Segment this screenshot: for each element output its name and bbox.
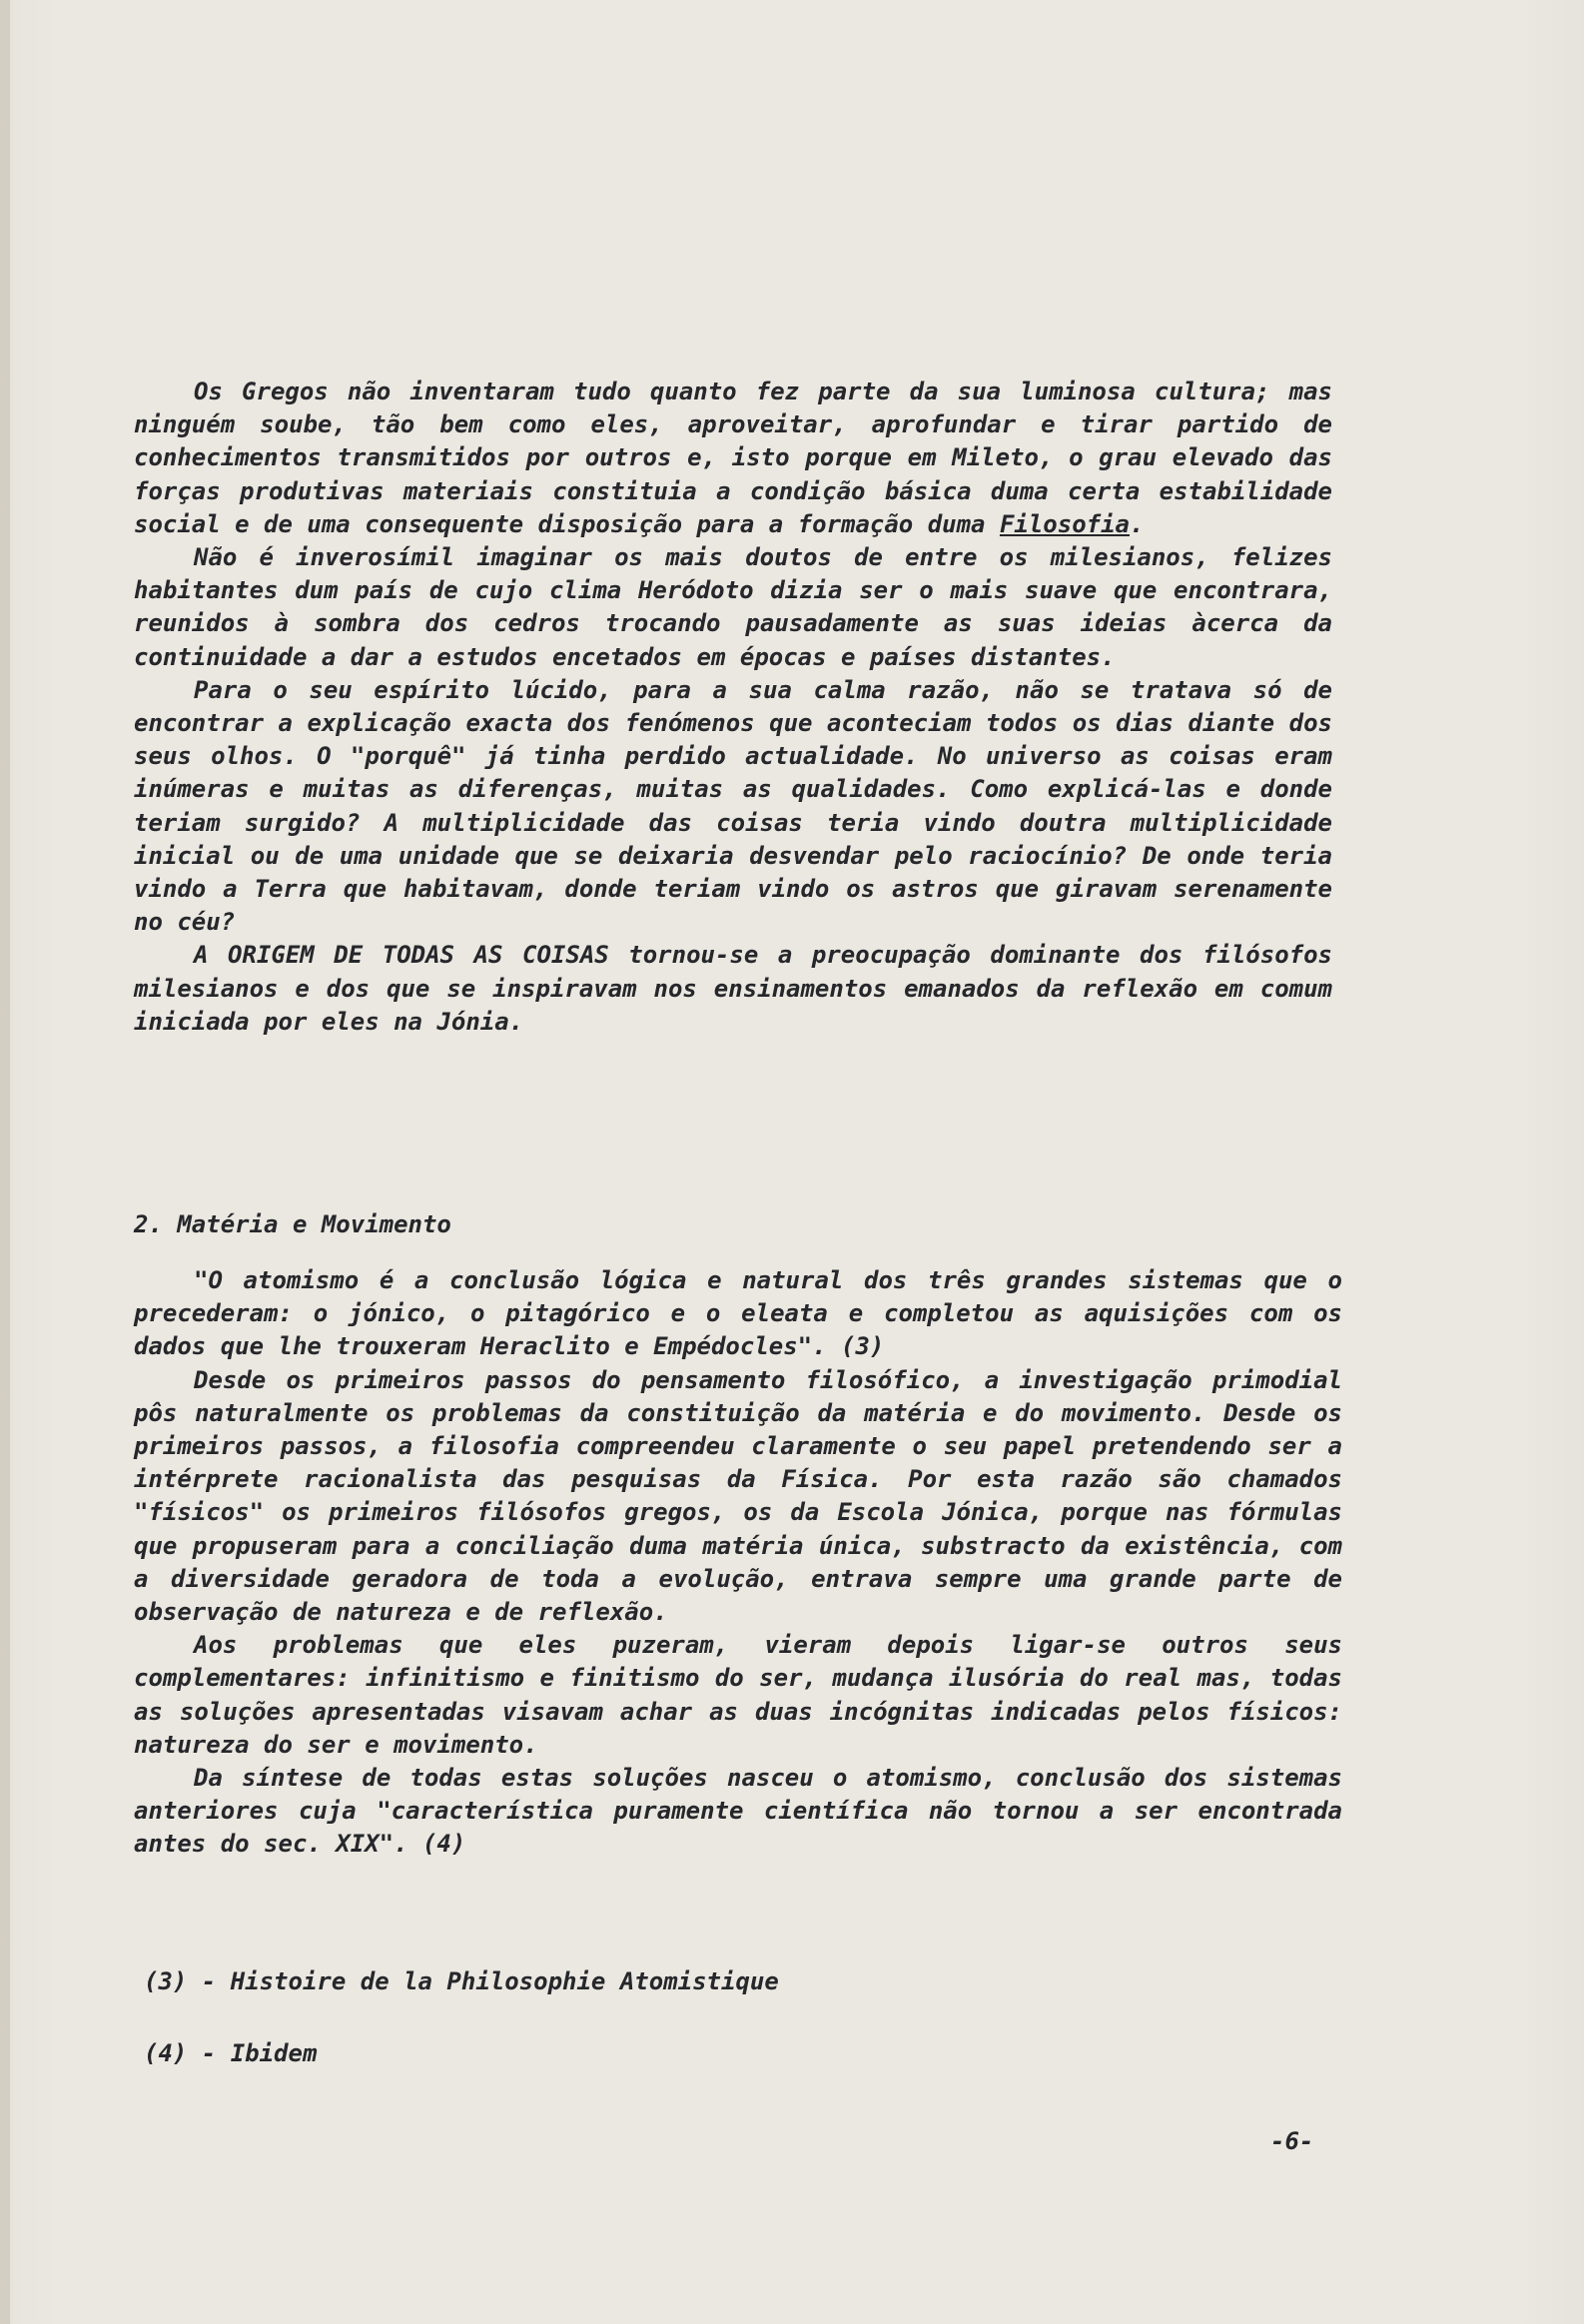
section-2-text (134, 1264, 1342, 1862)
filosofia-underlined-word: Filosofia (999, 509, 1130, 538)
paragraph-3: Para o seu espírito lúcido, para a sua calma razão, não se tratava só de encontrar a explicação exacta dos fenómenos que aconteciam todos os dias diante dos seus olhos. O "porquê" já tinha perdido actualidade. No universo as coisas eram inúmeras e muitas as diferenças, muitas as qualidades. Como explicá-las e donde teriam surgido? A multiplicidade das coisas teria vindo doutra multiplicidade inicial ou de uma unidade que se deixaria desvendar pelo raciocínio? De onde teria vindo a Terra que habitavam, donde teriam vindo os astros que giravam serenamente no céu? (134, 675, 1332, 937)
section-heading: 2. Matéria e Movimento (134, 1210, 451, 1238)
paragraph-1-end: . (1130, 509, 1145, 538)
paragraph-1-text: Os Gregos não inventaram tudo quanto fez parte da sua luminosa cultura; mas ninguém soube, tão bem como eles, aproveitar, aprofundar e tirar partido de conhecimentos transmitidos por outros e, isto porque em Mileto, o grau elevado das forças produtivas materiais constituia a condição básica duma certa estabilidade social e de uma consequente disposição para a formação duma (134, 378, 1332, 538)
quote-paragraph: "O atomismo é a conclusão lógica e natural dos três grandes sistemas que o precederam: o jónico, o pitagórico e o eleata e completou as aquisições com os dados que lhe trouxeram Heraclito e Empédocles". (3) (134, 1266, 1342, 1361)
paragraph-5: Desde os primeiros passos do pensamento filosófico, a investigação primodial pôs naturalmente os problemas da constituição da matéria e do movimento. Desde os primeiros passos, a filosofia compreendeu claramente o seu papel pretendendo ser a intérprete racionalista das pesquisas da Física. Por esta razão são chamados "físicos" os primeiros filósofos gregos, os da Escola Jónica, porque nas fórmulas que propuseram para a conciliação duma matéria única, substracto da existência, com a diversidade geradora de toda a evolução, entrava sempre uma grande parte de observação de natureza e de reflexão. (134, 1365, 1342, 1627)
paragraph-4: A ORIGEM DE TODAS AS COISAS tornou-se a preocupação dominante dos filósofos milesianos e dos que se inspiravam nos ensinamentos emanados da reflexão em comum iniciada por eles na Jónia. (134, 941, 1332, 1036)
footnote-3: (3) - Histoire de la Philosophie Atomistique (144, 1967, 779, 1995)
page-binding-edge (0, 0, 10, 2324)
page-number: -6- (1270, 2127, 1314, 2155)
footnote-4: (4) - Ibidem (144, 2039, 318, 2067)
paragraph-2: Não é inverosímil imaginar os mais doutos de entre os milesianos, felizes habitantes dum país de cujo clima Heródoto dizia ser o mais suave que encontrara, reunidos à sombra dos cedros trocando pausadamente as suas ideias àcerca da continuidade a dar a estudos encetados em épocas e países distantes. (134, 543, 1332, 671)
paragraph-7: Da síntese de todas estas soluções nasceu o atomismo, conclusão dos sistemas anteriores cuja "característica puramente científica não tornou a ser encontrada antes do sec. XIX". (4) (134, 1764, 1342, 1859)
paragraph-1 (134, 376, 1332, 541)
section-1-text (134, 376, 1332, 1039)
paragraph-6: Aos problemas que eles puzeram, vieram depois ligar-se outros seus complementares: infinitismo e finitismo do ser, mudança ilusória do real mas, todas as soluções apresentadas visavam achar as duas incógnitas indicadas pelos físicos: natureza do ser e movimento. (134, 1631, 1342, 1759)
